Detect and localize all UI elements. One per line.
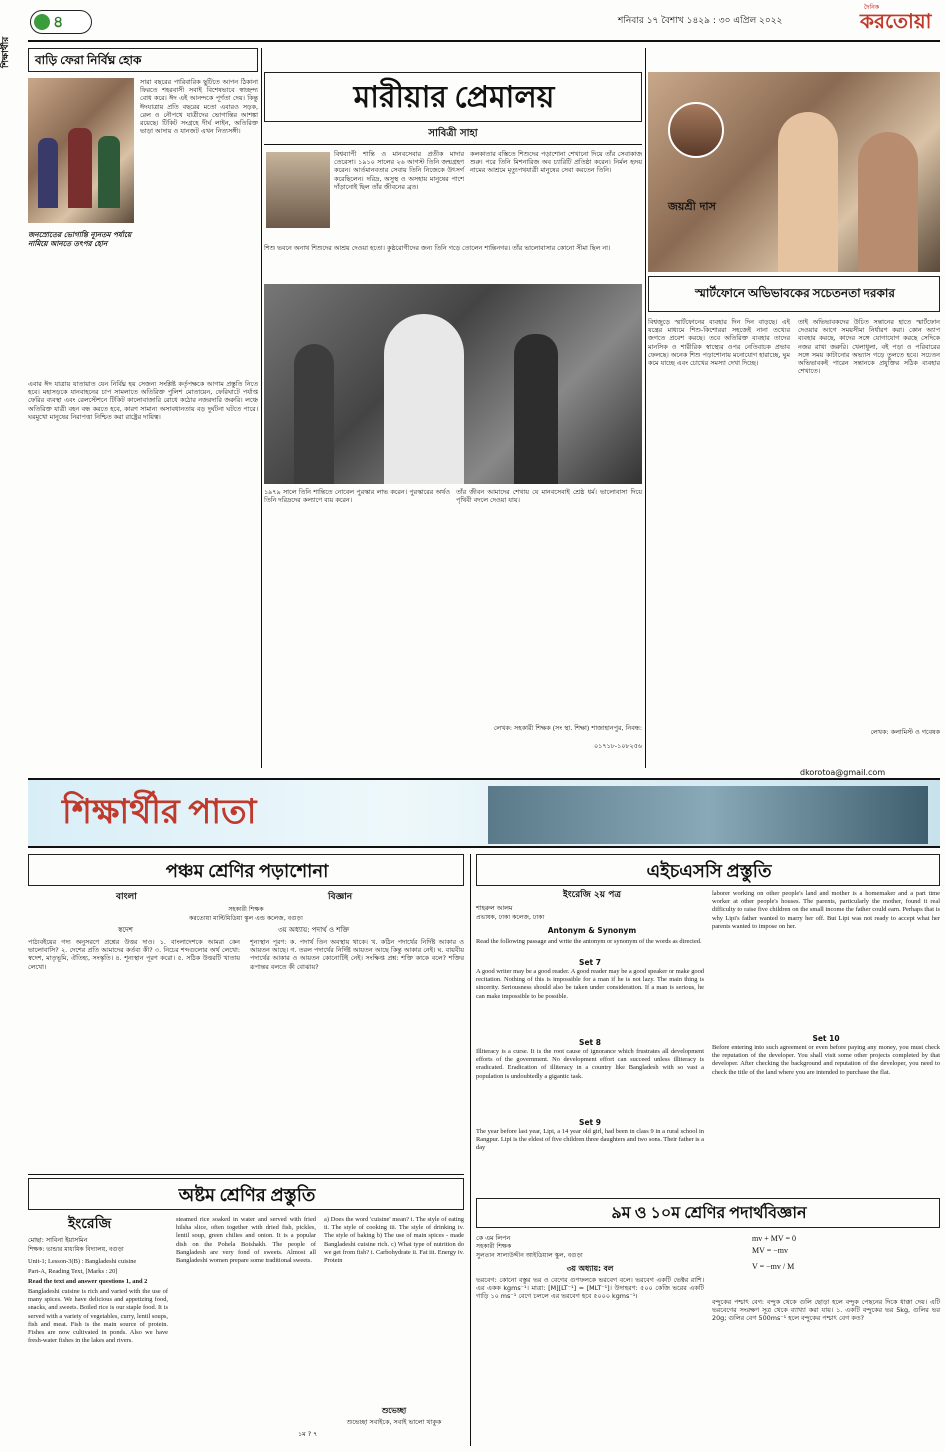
feature-title: মারীয়ার প্রেমালয় [353, 81, 555, 114]
column-rule [261, 48, 262, 768]
class9-chapter: ৩য় অধ্যায়: বল [566, 1264, 614, 1273]
nun-figure [384, 314, 464, 484]
column-rule [645, 48, 646, 768]
feature-author-rule [264, 144, 642, 145]
header-date: শনিবার ১৭ বৈশাখ ১৪২৯ : ৩০ এপ্রিল ২০২২ [618, 16, 783, 26]
hsc-set10-body: Before entering into such agreement or even before paying any money, you must check the reputation of the developer. You shall visit some other projects completed by that developer. After checking the background and reputation of the developer, you need to check the title of the land where you are intended to purchase the flat. [712, 1044, 940, 1076]
class8-body-2: steamed rice soaked in water and served with fried hilsha slice, often together with dried fish, pickles, lentil soup, green chilies and onion. It is a popular dish on the Pohela Boishakh. The people of Bangladesh are very fond of sweets. Almost all Bangladeshi women prepare some traditional sweets. [176, 1216, 316, 1264]
feature-body-1: বিশ্বব্যাপী শান্তি ও মানবসেবার প্রতীক মাদার তেরেসা। ১৯১০ সালের ২৬ আগস্ট তিনি জন্মগ্রহণ করেন। আর্তমানবতার সেবায় তিনি নিজেকে উৎসর্গ করেছিলেন। দরিদ্র, অসুস্থ ও অসহায় মানুষের পাশে দাঁড়ানোই ছিল তাঁর জীবনের ব্রত। [334, 150, 464, 191]
left-story-body-bottom: এবার ঈদ যাত্রায় যাতায়াত যেন নির্বিঘ্ন হয় সেজন্য সংশ্লিষ্ট কর্তৃপক্ষকে আগাম প্রস্তুতি নিতে হবে। মহাসড়কে যানবাহনের চাপ সামলাতে অতিরিক্ত পুলিশ মোতায়েন, ফেরিঘাটে পর্যাপ্ত ফেরির ব্যবস্থা এবং রেলস্টেশনে টিকিট কালোবাজারি রোধে কঠোর নজরদারি জরুরি। লঞ্চে অতিরিক্ত যাত্রী বহন বন্ধ করতে হবে, কারণ সামান্য অসাবধানতায় বড় দুর্ঘটনা ঘটতে পারে। ঘরমুখো মানুষের নিরাপত্তা নিশ্চিত করা রাষ্ট্রের দায়িত্ব। [28, 380, 258, 421]
class8-unit: Unit-1; Lesson-3(B) : Bangladeshi cuisine [28, 1258, 137, 1265]
class5-subject-right: বিজ্ঞান [328, 892, 353, 902]
smartphone-photo [648, 72, 940, 272]
class8-title-box [28, 1178, 464, 1210]
class8-footer-small: শুভেচ্ছা সবাইকে, সবাই ভালো থাকুক [346, 1418, 442, 1426]
class9-school: সুলতান সালাউদ্দীন আইডিয়াল স্কুল, বগুড়া [476, 1252, 583, 1259]
crowd-figure [68, 128, 92, 208]
feature-body-4: ১৯৭৯ সালে তিনি শান্তিতে নোবেল পুরস্কার লাভ করেন। পুরস্কারের অর্থও তিনি দরিদ্রদের কল্যাণে ব্যয় করেন। [264, 488, 450, 505]
class8-subject: ইংরেজি [68, 1217, 112, 1232]
smartphone-title-box [648, 276, 940, 312]
page-number: ৪ [53, 12, 64, 31]
class5-subject-left: বাংলা [116, 892, 137, 902]
hsc-set7: Set 7 [579, 958, 601, 967]
class9-formula-1: mv + MV = 0 [752, 1234, 796, 1243]
class5-title: পঞ্চম শ্রেণির পড়াশোনা [165, 861, 329, 881]
class9-teacher: কে এম লিপন [476, 1234, 511, 1242]
left-story [28, 48, 258, 768]
hsc-topic: Antonym & Synonym [547, 926, 637, 935]
hsc-set10: Set 10 [812, 1034, 840, 1043]
class5-right-body: শূন্যস্থান পূরণ: ক. পদার্থ তিন অবস্থায় থাকে। খ. কঠিন পদার্থের নির্দিষ্ট আকার ও আয়তন আছে। গ. তরল পদার্থের নির্দিষ্ট আয়তন আছে কিন্তু আকার নেই। ঘ. বায়বীয় পদার্থের আকার ও আয়তন কোনোটিই নেই। সংক্ষিপ্ত প্রশ্ন: শক্তি কাকে বলে? শক্তির রূপান্তর বলতে কী বোঝায়? [250, 938, 464, 971]
crowd-figure [38, 138, 58, 208]
class9-title-box [476, 1198, 940, 1228]
class8-footer-note: শুভেচ্ছা [381, 1406, 407, 1415]
class9-title: ৯ম ও ১০ম শ্রেণির পদার্থবিজ্ঞান [611, 1205, 807, 1222]
smartphone-body-right: তাই অভিভাবকদের উচিত সন্তানের হাতে স্মার্টফোন দেওয়ার আগে সময়সীমা নির্ধারণ করা। কোন অ্যাপ ব্যবহার করছে, কাদের সঙ্গে যোগাযোগ করছে সেদিকে নজর রাখা জরুরি। খেলাধুলা, বই পড়া ও পরিবারের সঙ্গে সময় কাটানোর অভ্যাস গড়ে তুলতে হবে। সচেতন অভিভাবকই পারেন সন্তানকে প্রযুক্তির সঠিক ব্যবহার শেখাতে। [798, 318, 940, 376]
hsc-set8: Set 8 [579, 1038, 601, 1047]
class5-left-sub: স্বদেশ [118, 926, 133, 934]
email-credit: dkorotoa@gmail.com [800, 768, 886, 777]
class8-part: Part-A, Reading Text, [Marks : 20] [28, 1268, 118, 1275]
child-figure [514, 334, 558, 484]
class5-title-box [28, 854, 464, 886]
class9-teacher-role: সহকারী শিক্ষক [476, 1243, 512, 1250]
class9-formula-2: MV = −mv [752, 1246, 788, 1255]
class5-left-body: পাঠ্যবইয়ের গদ্য অনুসরণে প্রশ্নের উত্তর দাও। ১. বাংলাদেশকে আমরা কেন ভালোবাসি? ২. দেশের প্রতি আমাদের কর্তব্য কী? ৩. নিচের শব্দগুলোর অর্থ লেখো: স্বদেশ, মাতৃভূমি, ঐতিহ্য, সংস্কৃতি। ৪. শূন্যস্থান পূরণ করো। ৫. সঠিক উত্তরটি খাতায় লেখো। [28, 938, 240, 971]
smartphone-author-footer: লেখক: কলামিস্ট ও গবেষক [870, 728, 940, 736]
class8-section [28, 1178, 464, 1446]
section-rule [28, 1174, 464, 1175]
class9-section [476, 1198, 940, 1446]
left-story-title-box [28, 48, 258, 72]
smartphone-author: জয়শ্রী দাস [668, 200, 716, 213]
header-rule [28, 40, 940, 42]
hsc-teacher-role: প্রভাষক, ঢাকা কলেজ, ঢাকা [476, 914, 545, 921]
feature-body-2: কলকাতার বস্তিতে শিশুদের পড়াশোনা শেখানো দিয়ে তাঁর সেবাকাজ শুরু। পরে তিনি মিশনারিজ অব চ্যারিটি প্রতিষ্ঠা করেন। নির্মল হৃদয় নামের আশ্রমে মৃত্যুপথযাত্রী মানুষের সেবা করতেন তিনি। [470, 150, 642, 175]
left-story-body-top: সারা বছরের পারিবারিক ছুটিতে আপন ঠিকানা ফিরতে শহরবাসী সবাই বিশেষভাবে স্বাচ্ছন্দ্য বোধ করে। ঈদ এই আনন্দকে পূর্ণতা দেয়। কিন্তু ঈদযাত্রায় প্রতি বছরের মতো এবারও সড়ক, রেল ও নৌপথে যাত্রীদের ভোগান্তির আশঙ্কা রয়েছে। টিকিট সংগ্রহে দীর্ঘ লাইন, অতিরিক্ত ভাড়া আদায় ও যানজট এখন নিত্যসঙ্গী। [140, 78, 258, 136]
class5-section [28, 854, 464, 1172]
hsc-right-col: laborer working on other people's land and mother is a homemaker and a part time worker at other people's houses. The parents, particularly the mother, found it real difficulty to raise five children on the small income the father could earn. Perhaps that is why Lipi's father wanted to marry her off. But Lipi was not ready to accept what her parents wanted to impose on her. [712, 890, 940, 930]
class8-page-ref: ১ম ? ৭ [298, 1430, 318, 1438]
class5-teacher: সহকারী শিক্ষক [228, 906, 264, 913]
hsc-subject: ইংরেজি ২য় পত্র [563, 890, 621, 900]
hsc-instruction: Read the following passage and write the antonym or synonym of the words as directed. [476, 938, 702, 945]
feature-main-photo [264, 284, 642, 484]
class8-task: Read the text and answer questions 1, and 2 [28, 1278, 148, 1285]
class9-body-right: বন্দুকের পশ্চাৎ বেগ: বন্দুক থেকে গুলি ছোড়া হলে বন্দুক পেছনের দিকে ধাক্কা দেয়। এটি ভরবেগের সংরক্ষণ সূত্র থেকে ব্যাখ্যা করা যায়। ১. একটি বন্দুকের ভর 5kg, গুলির ভর 20g; গুলির বেগ 500ms⁻¹ হলে বন্দুকের পশ্চাৎ বেগ কত? [712, 1298, 940, 1323]
hsc-set7-body: A good writer may be a good reader. A good reader may be a good speaker or make good recitation. Nothing of this is impossible for a man if he is not lazy. The main thing is sincerity. Seriousness should also be taken under consideration. If a man is serious, he can make impossible to be possible. [476, 968, 704, 1000]
feature-author: সাবিত্রী সাহা [428, 128, 478, 139]
side-label: শিক্ষার্থীর [0, 36, 10, 68]
column-rule [470, 854, 471, 1446]
smartphone-body-left: বিশ্বজুড়ে স্মার্টফোনের ব্যবহার দিন দিন বাড়ছে। এই যন্ত্রের মাধ্যমে শিশু-কিশোররা সহজেই নানা তথ্যের জগতে প্রবেশ করছে। তবে অতিরিক্ত ব্যবহার তাদের মানসিক ও শারীরিক স্বাস্থ্যের ওপর নেতিবাচক প্রভাব ফেলছে। অনেক শিশু পড়াশোনায় মনোযোগ হারাচ্ছে, ঘুম কমে যাচ্ছে এবং চোখের সমস্যা দেখা দিচ্ছে। [648, 318, 790, 367]
class9-formula-3: V = −mv / M [752, 1262, 795, 1271]
child-figure [294, 344, 334, 484]
left-story-title: বাড়ি ফেরা নির্বিঘ্ন হোক [35, 53, 142, 67]
class8-teacher-role: শিক্ষক: ভান্ডার মাধ্যমিক বিদ্যালয়, বগুড়া [28, 1246, 124, 1253]
class5-school: করতোয়া মাল্টিমিডিয়া স্কুল এন্ড কলেজ, বগুড়া [189, 915, 303, 922]
feature-author-footer: লেখক: সহকারী শিক্ষক (সং স্থা. শিক্ষা) শাজাহানপুর, নিবন্ধ: [493, 724, 642, 732]
hsc-section [476, 854, 940, 1194]
left-story-caption: জনস্রোতের ভোগান্তি ন্যূনতম পর্যায়ে নামিয়ে আনতে তৎপর হোন [28, 230, 132, 249]
feature-body-5: তাঁর জীবন আমাদের শেখায় যে মানবসেবাই শ্রেষ্ঠ ধর্ম। ভালোবাসা দিয়ে পৃথিবী বদলে দেওয়া যায়। [456, 488, 642, 505]
class8-title: অষ্টম শ্রেণির প্রস্তুতি [178, 1185, 316, 1205]
banner-title: শিক্ষার্থীর পাতা [62, 794, 257, 831]
child-figure [778, 112, 838, 272]
hsc-teacher: শাহরুল আলম [476, 904, 513, 912]
smartphone-story [648, 48, 940, 768]
feature-story [264, 48, 642, 768]
hsc-set9-body: The year before last year, Lipi, a 14 year old girl, had been in class 9 in a rural school in Rangpur. Lipi is the eldest of five children three daughters and two sons. Their father is a day [476, 1128, 704, 1152]
hsc-set8-body: Illiteracy is a curse. It is the root cause of ignorance which frustrates all development efforts of the government. No development effort can succeed unless illiteracy is eradicated. Eradication of illiteracy in a country like Bangladesh with so vast a population is undoubtedly a gigantic task. [476, 1048, 704, 1080]
banner-photo [488, 786, 928, 844]
author-inset [668, 102, 724, 158]
hsc-title-box [476, 854, 940, 886]
crowd-figure [98, 136, 120, 208]
section-banner [28, 778, 940, 848]
page-number-dot [34, 14, 50, 30]
feature-body-3: শিশু ভবনে অনাথ শিশুদের আশ্রয় দেওয়া হতো। কুষ্ঠরোগীদের জন্য তিনি গড়ে তোলেন শান্তিনগর। তাঁর ভালোবাসার কোনো সীমা ছিল না। [264, 244, 611, 252]
author-photo [266, 152, 330, 228]
class5-right-sub: ৩য় অধ্যায়: পদার্থ ও শক্তি [278, 926, 350, 934]
smartphone-title: স্মার্টফোনে অভিভাবকের সচেতনতা দরকার [695, 286, 895, 300]
class8-teacher: মোছা: সাবিনা ইয়াসমিন [28, 1236, 88, 1244]
brand-logo: করতোয়া [860, 11, 932, 33]
left-story-photo [28, 78, 134, 223]
class8-questions: a) Does the word 'cuisine' mean? i. The style of eating ii. The style of cooking iii. The style of drinking iv. The style of baking b) The use of main spices - made Bangladeshi cuisine rich. c) What type of nutrition do we get from fish? i. Carbohydrate ii. Fat iii. Energy iv. Protein [324, 1216, 464, 1264]
class8-body: Bangladeshi cuisine is rich and varied with the use of many spices. We have delicious and appetizing food, snacks, and sweets. Boiled rice is our staple food. It is served with a variety of vegetables, curry, lentil soups, fish and meat. Fish is the main source of protein. Fishes are now cultivated in ponds. Also we have fresh-water fishes in the lakes and rivers. [28, 1288, 168, 1345]
brand-small: দৈনিক [864, 4, 880, 11]
hsc-set9: Set 9 [579, 1118, 601, 1127]
child-figure [858, 132, 918, 272]
feature-title-box [264, 72, 642, 122]
feature-phone: ০১৭১৮-১০৮২৫৬ [594, 742, 642, 750]
page-number-badge [30, 10, 92, 34]
hsc-title: এইচএসসি প্রস্তুতি [646, 861, 772, 881]
class9-body-left: ভরবেগ: কোনো বস্তুর ভর ও বেগের গুণফলকে ভরবেগ বলে। ভরবেগ একটি ভেক্টর রাশি। এর একক kgms⁻¹। মাত্রা: [M][LT⁻¹] = [MLT⁻¹]। উদাহরণ: ৫০০ কেজি ভরের একটি গাড়ি ১০ ms⁻¹ বেগে চললে এর ভরবেগ হবে ৫০০০ kgms⁻¹। [476, 1276, 704, 1301]
